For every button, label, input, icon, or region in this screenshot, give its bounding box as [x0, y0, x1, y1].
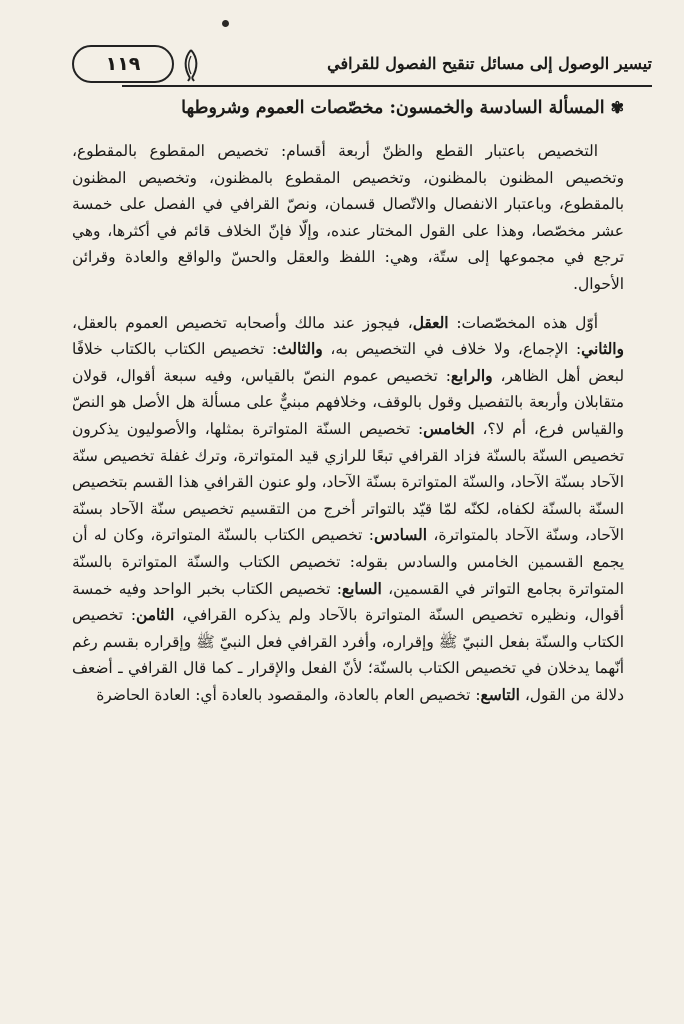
paragraph-2 [72, 310, 624, 709]
text-run: : تخصيص العام بالعادة، والمقصود بالعادة أي: العادة الحاضرة [96, 685, 481, 704]
keyword: والثالث [277, 340, 323, 359]
text-run: : تخصيص السنّة المتواترة بمثلها، والأصوليون يذكرون تخصيص السنّة بالسنّة فزاد القرافي تبعًا للرازي قيد المتواترة، وترك غفلة تخصيص سنّة الآحاد بسنّة الآحاد، والسنّة المتواترة بسنّة الآحاد، ولو عنون القرافي هذا القسم بتخصيص السنّة بالسنّة لكفاه، لكنّه لمّا قيّد بالتواتر أخرج من التقسيم تخصيص سنّة الآحاد بسنّة الآحاد، وسنّة الآحاد بالمتواترة، [72, 419, 625, 545]
text-run: : تخصيص الكتاب بالسنّة المتواترة، وكان له أن يجمع القسمين الخامس والسادس بقوله: تخصيص الكتاب والسنّة المتواترة بالسنّة المتواترة بجامع التواتر في القسمين، [72, 526, 624, 598]
ink-dot [222, 20, 229, 27]
keyword: السادس [373, 526, 428, 545]
keyword: العقل [412, 313, 449, 332]
section-heading-text: المسألة السادسة والخمسون: مخصّصات العموم وشروطها [181, 98, 605, 118]
text-run: : تخصيص الكتاب والسنّة بفعل النبيّ ﷺ وإقراره، وأفرد القرافي فعل النبيّ ﷺ وإقراره بقسم رغم أنّهما يدخلان في تخصيص الكتاب بالسنّة؛ لأنّ الفعل والإقرار ـ كما قال القرافي ـ أضعف دلالة من القول، [72, 606, 624, 704]
body-text [72, 138, 624, 708]
text-run: أوّل هذه المخصّصات: [448, 313, 598, 332]
text-run: : تخصيص الكتاب بخبر الواحد وفيه خمسة أقوال، ونظيره تخصيص السنّة المتواترة بالآحاد ولم يذكره القرافي، [72, 579, 624, 625]
keyword: الثامن [136, 606, 175, 625]
keyword: والرابع [450, 366, 493, 385]
page-header [72, 42, 652, 90]
keyword: الخامس [423, 419, 475, 438]
keyword: والثاني [581, 340, 624, 359]
page-number: ١١٩ [72, 45, 174, 83]
keyword: التاسع [480, 685, 520, 704]
header-rule [122, 85, 652, 87]
section-heading [80, 98, 624, 118]
paragraph-1: التخصيص باعتبار القطع والظنّ أربعة أقسام: تخصيص المقطوع بالمقطوع، وتخصيص المظنون بالمظنون، وتخصيص المقطوع بالمظنون، وتخصيص المظنون بالمقطوع، وباعتبار الانفصال والاتّصال قسمان، ونصّ القرافي في الفصل على خمسة عشر مخصّصا، وهذا على القول المختار عنده، وإلّا فإنّ الخلاف قائم في أكثرها، وهي ترجع في مجموعها إلى ستّة، وهي: اللفظ والعقل والحسّ والواقع والعادة وقرائن الأحوال. [72, 142, 624, 293]
text-run: : تخصيص عموم النصّ بالقياس، وفيه سبعة أقوال، قولان متقابلان وأربعة بالتفصيل وقول بالوقف، وخلافهم مبنيٌّ على مسألة هل الأصل هو النصّ والقياس فرع، أم لا؟، [72, 366, 624, 438]
keyword: السابع [341, 579, 382, 598]
text-run: ، فيجوز عند مالك وأصحابه تخصيص العموم بالعقل، [72, 313, 413, 332]
text-run: : الإجماع، ولا خلاف في التخصيص به، [322, 340, 582, 359]
flower-ornament-icon: ✾ [610, 98, 624, 117]
running-title: تيسير الوصول إلى مسائل تنقيح الفصول للقرافي [327, 54, 652, 73]
quill-ornament-icon [178, 48, 204, 82]
text-run: : تخصيص الكتاب بالكتاب خلافًا لبعض أهل الظاهر، [72, 340, 625, 385]
